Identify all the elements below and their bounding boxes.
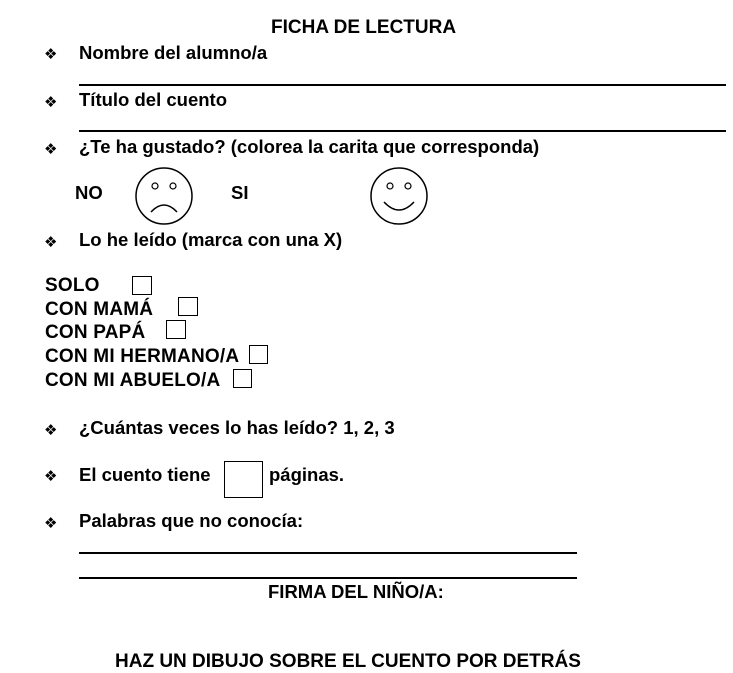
checkbox-mama[interactable] — [178, 297, 198, 316]
signature-label: FIRMA DEL NIÑO/A: — [268, 581, 444, 602]
question-liked: ¿Te ha gustado? (colorea la carita que corresponda) — [79, 136, 540, 157]
page-title: FICHA DE LECTURA — [271, 17, 457, 38]
question-pages-after: páginas. — [269, 464, 345, 485]
question-words: Palabras que no conocía: — [79, 510, 304, 531]
bullet-icon: ❖ — [44, 141, 58, 158]
sad-face-icon[interactable] — [134, 166, 194, 226]
footer-instruction: HAZ UN DIBUJO SOBRE EL CUENTO POR DETRÁS — [115, 651, 581, 672]
checkbox-papa[interactable] — [166, 320, 186, 339]
no-label: NO — [75, 182, 103, 203]
words-answer-line-2[interactable] — [79, 577, 577, 579]
words-answer-line-1[interactable] — [79, 552, 577, 554]
option-solo: SOLO — [45, 275, 100, 296]
option-hermano: CON MI HERMANO/A — [45, 346, 240, 367]
pages-box[interactable] — [224, 461, 263, 498]
option-papa: CON PAPÁ — [45, 322, 146, 343]
bullet-icon: ❖ — [44, 234, 58, 251]
checkbox-abuelo[interactable] — [233, 369, 252, 388]
question-story-title: Título del cuento — [79, 89, 227, 110]
option-abuelo: CON MI ABUELO/A — [45, 370, 221, 391]
question-pages-before: El cuento tiene — [79, 464, 211, 485]
story-title-answer-line[interactable] — [79, 130, 726, 132]
happy-face-icon[interactable] — [369, 166, 429, 226]
checkbox-hermano[interactable] — [249, 345, 268, 364]
bullet-icon: ❖ — [44, 46, 58, 63]
bullet-icon: ❖ — [44, 468, 58, 485]
name-answer-line[interactable] — [79, 84, 726, 86]
bullet-icon: ❖ — [44, 94, 58, 111]
bullet-icon: ❖ — [44, 422, 58, 439]
option-mama: CON MAMÁ — [45, 299, 154, 320]
question-name: Nombre del alumno/a — [79, 42, 268, 63]
checkbox-solo[interactable] — [132, 276, 152, 295]
bullet-icon: ❖ — [44, 515, 58, 532]
question-times: ¿Cuántas veces lo has leído? 1, 2, 3 — [79, 417, 395, 438]
yes-label: SI — [231, 182, 249, 203]
question-read-with: Lo he leído (marca con una X) — [79, 229, 343, 250]
